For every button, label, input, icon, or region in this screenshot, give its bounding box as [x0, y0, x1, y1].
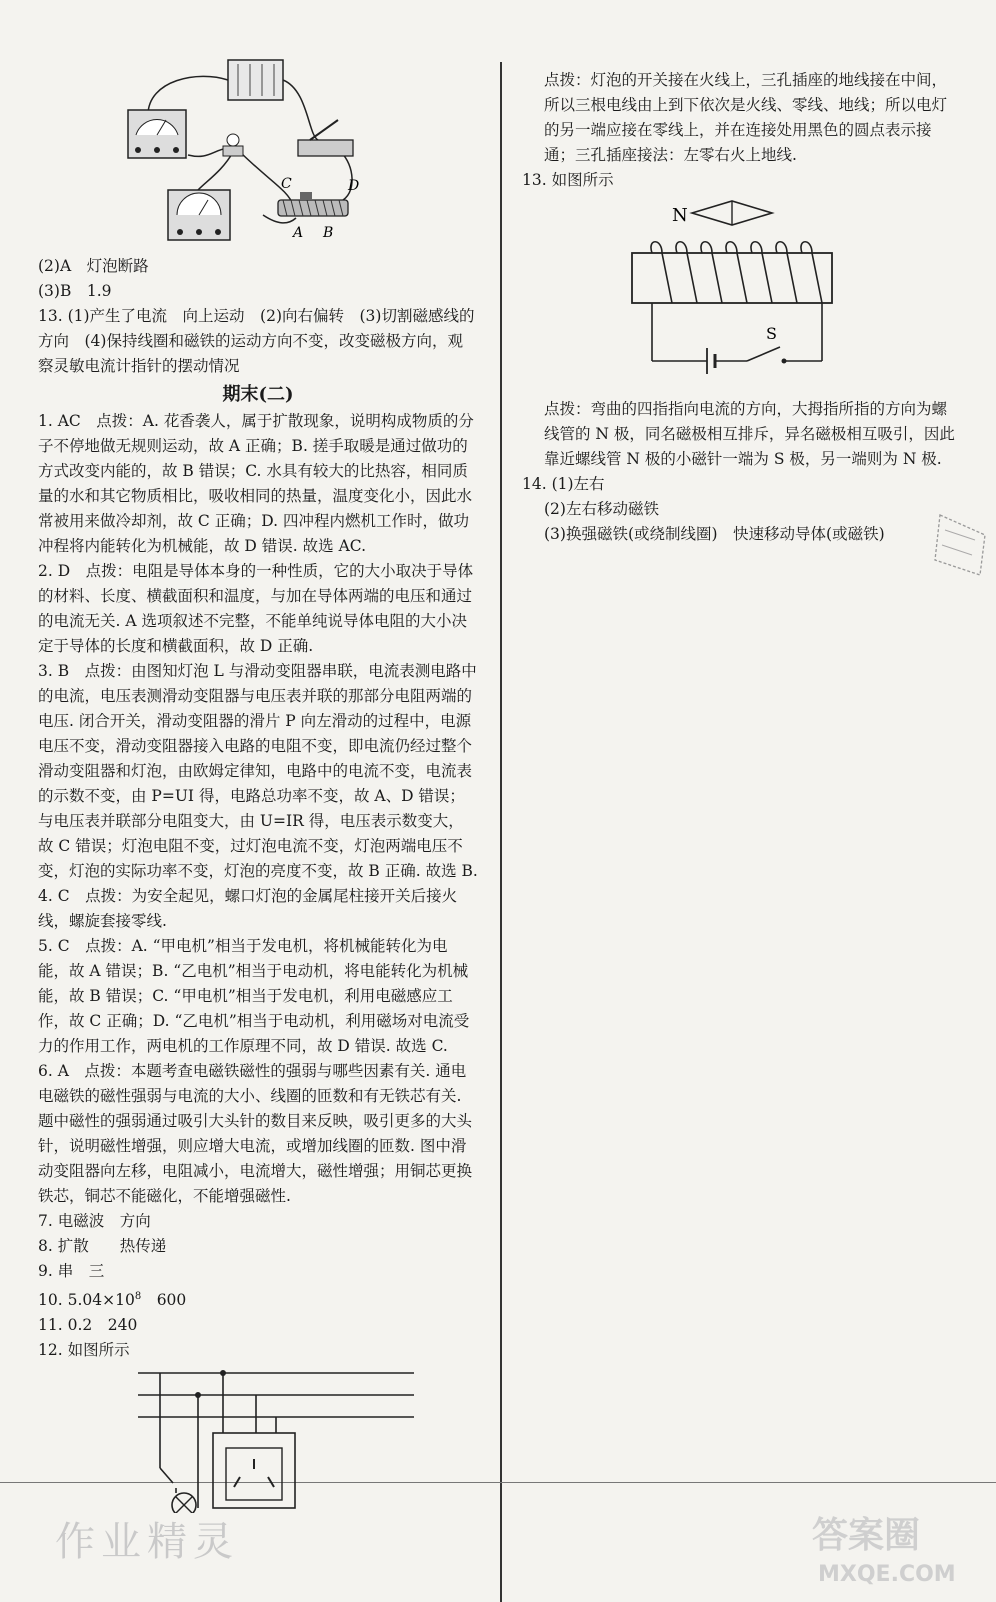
- compass-n-label: N: [672, 205, 688, 226]
- answer-14-3: (3)换强磁铁(或绕制线圈) 快速移动导体(或磁铁): [544, 525, 885, 543]
- answer-11: 11. 0.2 240: [38, 1316, 138, 1335]
- answer-3: 3. B 点拨：由图知灯泡 L 与滑动变阻器串联，电流表测电路中的电流，电压表测滑动变阻器与电压表并联的那部分电阻两端的电压. 闭合开关，滑动变阻器的滑片 P 向左滑动的过程中，电源电压不变，滑动变阻器接入电路的电阻不变，即电流仍经过整个滑动变阻器和灯泡，由欧姆定律知，电路中的电流不变，电流表的示数不变，由 P=UI 得，电路总功率不变，故 A、D 错误；与电压表并联部分电阻变大，由 U=IR 得，电压表示数变大，故 C 错误；灯泡电阻不变，过灯泡电流不变，灯泡两端电压不变，灯泡的实际功率不变，灯泡的亮度不变，故 B 正确. 故选 B.: [38, 662, 478, 880]
- stamp-mark: [930, 505, 990, 580]
- answer-12: 12. 如图所示: [38, 1341, 130, 1360]
- section-heading: 期末(二): [222, 384, 294, 405]
- answer-10: [38, 1284, 478, 1313]
- right-column: [522, 68, 962, 547]
- watermark-left: 作业精灵: [55, 1519, 239, 1565]
- watermark-logo: [808, 1505, 978, 1590]
- answer-13: 13. (1)产生了电流 向上运动 (2)向右偏转 (3)切割磁感线的方向 (4)保持线圈和磁铁的运动方向不变，改变磁极方向，观察灵敏电流计指针的摆动情况: [38, 307, 475, 375]
- answer-10-base: 10. 5.04×10: [38, 1291, 135, 1310]
- watermark-logo-text: 答案圈: [812, 1515, 921, 1556]
- column-divider: [500, 62, 502, 1602]
- answer-7: 7. 电磁波 方向: [38, 1212, 151, 1230]
- answer-12-3: (3)B 1.9: [38, 282, 112, 300]
- answer-5: 5. C 点拨：A. “甲电机”相当于发电机，将机械能转化为电能，故 A 错误；B. “乙电机”相当于电动机，将电能转化为机械能，故 B 错误；C. “甲电机”相当于发电机，利用电磁感应工作，故 C 正确；D. “乙电机”相当于电动机，利用磁场对电流受力的作用工作，两电机的工作原理不同，故 D 错误. 故选 C.: [38, 937, 470, 1055]
- solenoid-figure: [522, 193, 962, 393]
- answer-2: 2. D 点拨：电阻是导体本身的一种性质，它的大小取决于导体的材料、长度、横截面积和温度，与加在导体两端的电压和通过的电流无关. A 选项叙述不完整，不能单纯说导体电阻的大小决定于导体的长度和横截面积，故 D 正确.: [38, 562, 474, 655]
- label-a: A: [293, 225, 304, 241]
- tip-12: 点拨：灯泡的开关接在火线上，三孔插座的地线接在中间，所以三根电线由上到下依次是火线、零线、地线；所以电灯的另一端应接在零线上，并在连接处用黑色的圆点表示接通；三孔插座接法：左零右火上地线.: [544, 71, 948, 164]
- house-wiring-figure: [98, 1363, 428, 1513]
- left-column: [38, 40, 478, 1517]
- circuit-apparatus-figure: [38, 40, 478, 250]
- answer-12-2: (2)A 灯泡断路: [38, 257, 149, 275]
- answer-8: 8. 扩散 热传递: [38, 1237, 167, 1255]
- answer-10-rest: 600: [141, 1291, 187, 1310]
- answer-6: 6. A 点拨：本题考查电磁铁磁性的强弱与哪些因素有关. 通电电磁铁的磁性强弱与电流的大小、线圈的匝数和有无铁芯有关. 题中磁性的强弱通过吸引大头针的数目来反映，吸引更多的大头针，说明磁性增强，则应增大电流，或增加线圈的匝数. 图中滑动变阻器向左移，电阻减小，电流增大，磁性增强；用铜芯更换铁芯，铜芯不能磁化，不能增强磁性.: [38, 1062, 473, 1205]
- question-13: 13. 如图所示: [522, 171, 614, 189]
- watermark-logo-url: MXQE.COM: [818, 1562, 956, 1587]
- answer-10-exp: 8: [134, 1291, 142, 1302]
- label-d: D: [348, 178, 360, 194]
- answer-9: 9. 串 三: [38, 1262, 105, 1280]
- label-c: C: [281, 176, 292, 192]
- answer-14-2: (2)左右移动磁铁: [544, 500, 659, 518]
- label-b: B: [323, 225, 334, 241]
- switch-s-label: S: [766, 324, 777, 343]
- answer-14-1: 14. (1)左右: [522, 475, 605, 493]
- answer-4: 4. C 点拨：为安全起见，螺口灯泡的金属尾柱接开关后接火线，螺旋套接零线.: [38, 887, 458, 930]
- answer-1: 1. AC 点拨：A. 花香袭人，属于扩散现象，说明构成物质的分子不停地做无规则运动，故 A 正确；B. 搓手取暖是通过做功的方式改变内能的，故 B 错误；C. 水具有较大的比热容，相同质量的水和其它物质相比，吸收相同的热量，温度变化小，因此水常被用来做冷却剂，故 C 正确；D. 四冲程内燃机工作时，做功冲程将内能转化为机械能，故 D 错误. 故选 AC.: [38, 412, 474, 555]
- tip-13: 点拨：弯曲的四指指向电流的方向，大拇指所指的方向为螺线管的 N 极，同名磁极相互排斥，异名磁极相互吸引，因此靠近螺线管 N 极的小磁针一端为 S 极，另一端则为 N 极.: [544, 400, 955, 468]
